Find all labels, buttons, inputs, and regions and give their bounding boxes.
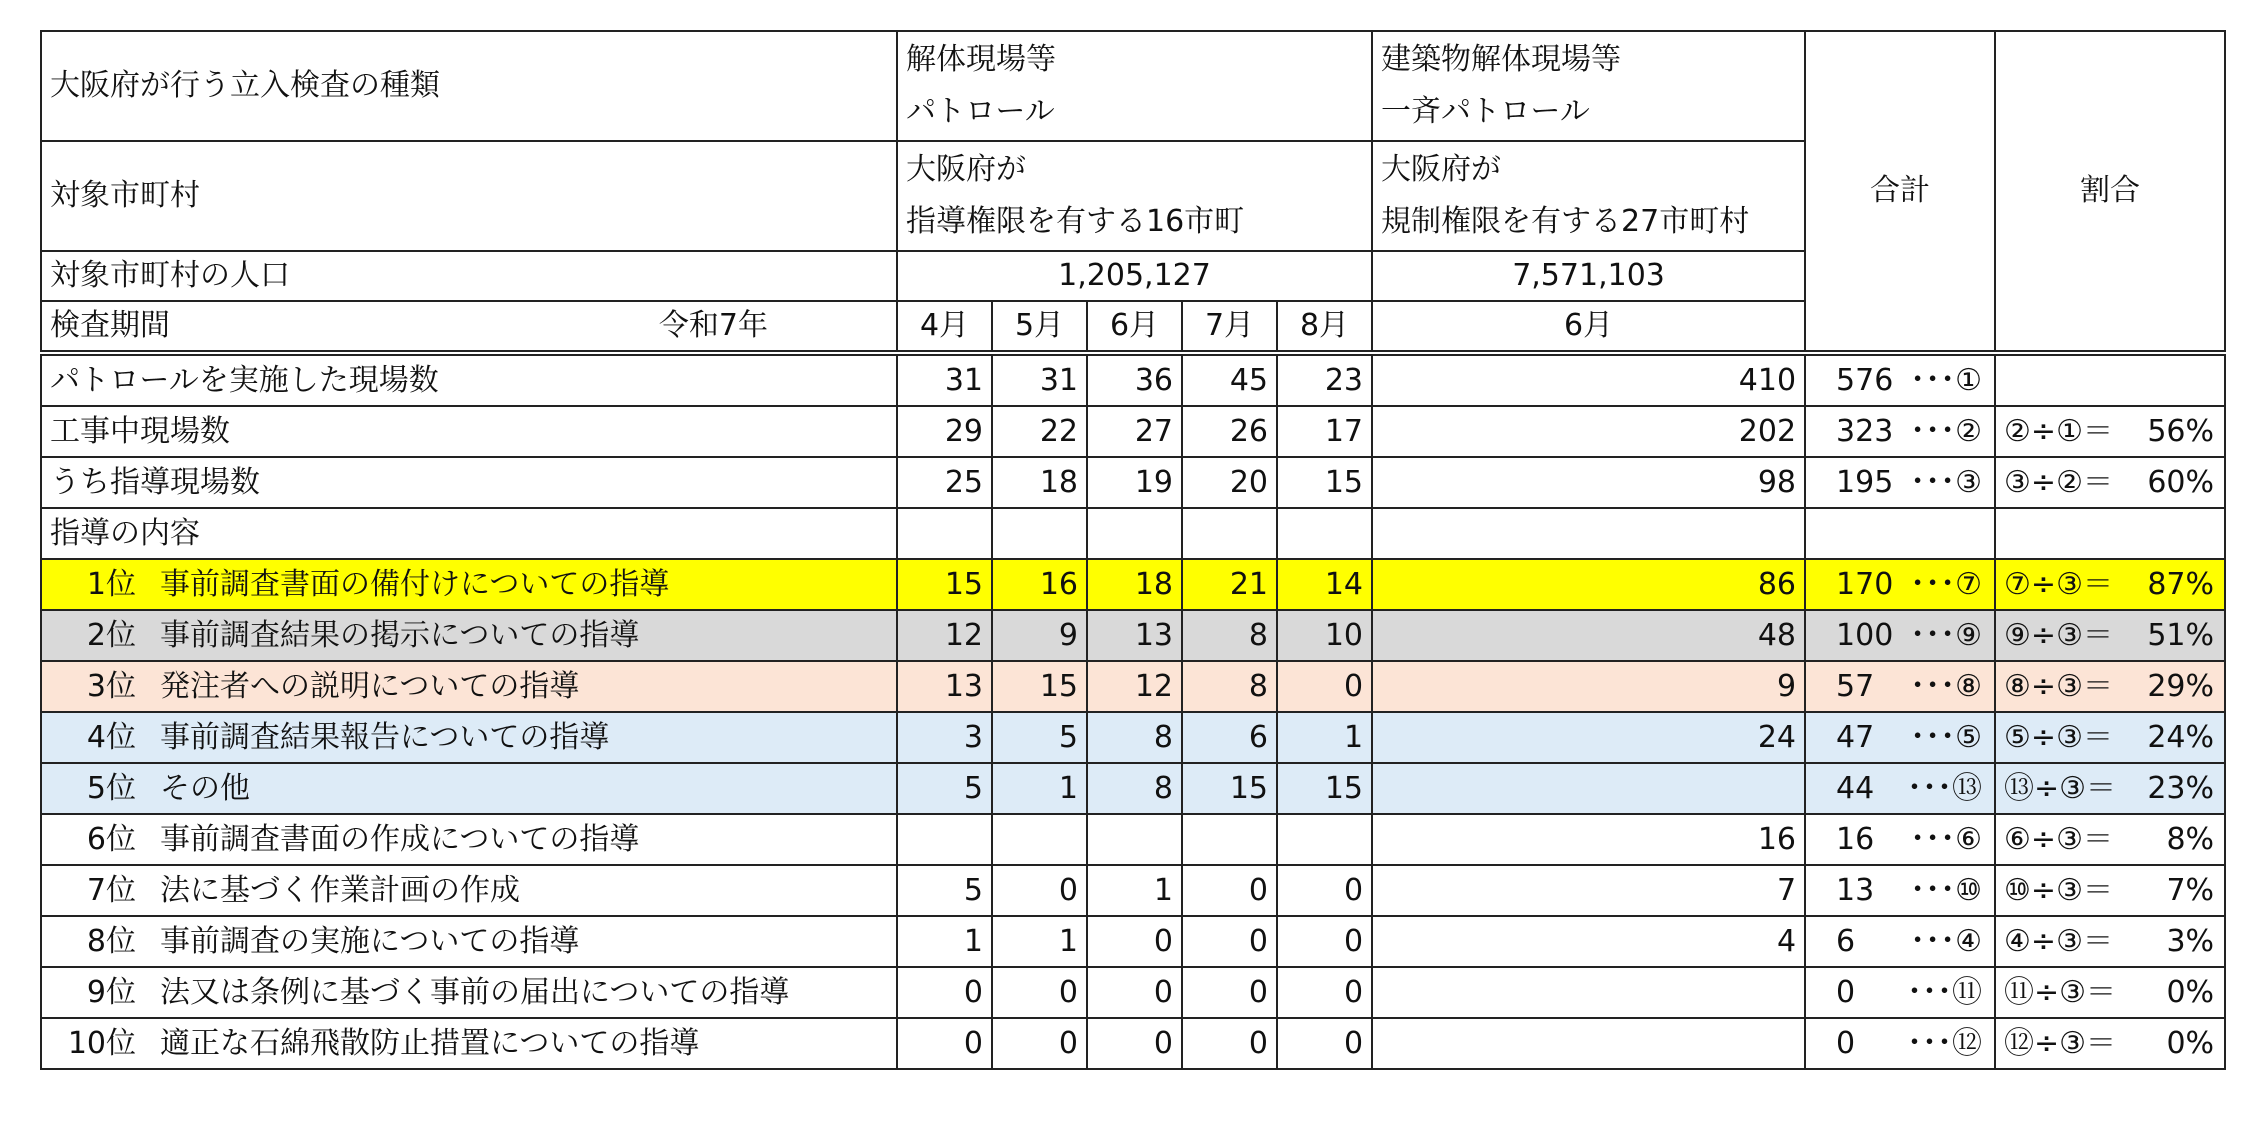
rank-wrap [50,617,888,655]
header-row-inspection-type [41,31,2225,141]
rank-wrap [50,668,888,706]
empty-cell [1372,508,1805,559]
month-value: 0 [992,967,1087,1018]
total-mark: ･･･⑧ [1910,668,1983,704]
total-mark: ･･･⑩ [1910,872,1983,908]
rank-wrap [50,974,888,1012]
ratio-wrap [2004,1025,2216,1063]
patrol-b-value: 16 [1372,814,1805,865]
row-label-cell [41,967,897,1018]
total-value: 6 [1836,923,1856,959]
month-value: 31 [897,353,992,406]
month-header: 5月 [992,301,1087,353]
table-row [41,353,2225,406]
ratio-value: 87% [2147,566,2215,602]
month-value: 0 [992,1018,1087,1069]
total-value: 47 [1836,719,1875,755]
total-wrap [1814,923,1986,961]
month-value: 8 [1182,661,1277,712]
total-value: 0 [1836,974,1856,1010]
month-value: 8 [1087,763,1182,814]
month-value: 0 [1087,916,1182,967]
row-label-cell: 工事中現場数 [41,406,897,457]
month-value: 8 [1182,610,1277,661]
ratio-wrap [2004,464,2216,502]
month-value: 0 [1182,967,1277,1018]
rank-label: 10位 [67,1025,136,1061]
table-row [41,916,2225,967]
ratio-value: 23% [2147,770,2215,806]
rank-label: 7位 [86,872,136,908]
ratio-cell [1995,559,2225,610]
ratio-value: 3% [2166,923,2215,959]
empty-cell [992,508,1087,559]
ratio-cell [1995,865,2225,916]
ratio-expr: ③÷②＝ [2004,464,2113,500]
ratio-value: 8% [2166,821,2215,857]
ratio-cell [1995,814,2225,865]
period-cell [41,301,897,353]
total-cell [1805,865,1995,916]
total-wrap [1814,1025,1986,1063]
row-label: 発注者への説明についての指導 [160,668,580,704]
patrol-b-value: 24 [1372,712,1805,763]
empty-cell [897,508,992,559]
total-value: 13 [1836,872,1875,908]
total-value: 57 [1836,668,1875,704]
table-row [41,457,2225,508]
month-value: 5 [992,712,1087,763]
patrol-b-value [1372,1018,1805,1069]
table-row [41,865,2225,916]
ratio-expr: ⑦÷③＝ [2004,566,2113,602]
ratio-cell [1995,967,2225,1018]
total-cell [1805,763,1995,814]
ratio-expr: ⑥÷③＝ [2004,821,2113,857]
ratio-value: 51% [2147,617,2215,653]
rank-label: 1位 [86,566,136,602]
ratio-cell [1995,712,2225,763]
month-value: 0 [1182,1018,1277,1069]
month-value [1277,814,1372,865]
total-value: 44 [1836,770,1875,806]
total-cell [1805,457,1995,508]
total-cell [1805,661,1995,712]
row-label: 事前調査書面の備付けについての指導 [160,566,670,602]
ratio-expr: ⑨÷③＝ [2004,617,2113,653]
inspection-type-label: 大阪府が行う立入検査の種類 [41,31,897,141]
ratio-wrap [2004,974,2216,1012]
total-cell [1805,353,1995,406]
total-value: 100 [1836,617,1894,653]
ratio-value: 29% [2147,668,2215,704]
total-wrap [1814,617,1986,655]
ratio-cell [1995,406,2225,457]
row-label-cell: うち指導現場数 [41,457,897,508]
target-a-line1: 大阪府が [906,152,1026,187]
rank-wrap [50,923,888,961]
month-value: 6 [1182,712,1277,763]
rank-label: 4位 [86,719,136,755]
month-value [1087,814,1182,865]
rank-label: 5位 [86,770,136,806]
ratio-wrap [2004,770,2216,808]
month-value: 3 [897,712,992,763]
row-label: 法に基づく作業計画の作成 [160,872,520,908]
total-cell [1805,406,1995,457]
row-label: 事前調査書面の作成についての指導 [160,821,640,857]
rank-label: 6位 [86,821,136,857]
month-value: 14 [1277,559,1372,610]
population-b: 7,571,103 [1372,251,1805,301]
total-wrap [1814,770,1986,808]
section-row [41,508,2225,559]
target-b-line2: 規制権限を有する27市町村 [1381,204,1750,239]
total-cell [1805,916,1995,967]
empty-cell [1995,508,2225,559]
total-cell [1805,814,1995,865]
month-value: 20 [1182,457,1277,508]
month-value: 23 [1277,353,1372,406]
total-wrap [1814,413,1986,451]
month-value: 19 [1087,457,1182,508]
total-cell [1805,559,1995,610]
ratio-cell [1995,457,2225,508]
inspection-results-table [40,30,2226,1070]
rank-wrap [50,1025,888,1063]
ratio-value: 7% [2166,872,2215,908]
patrol-b-value: 9 [1372,661,1805,712]
ratio-expr: ⑩÷③＝ [2004,872,2113,908]
total-wrap [1814,719,1986,757]
ratio-expr: ⑤÷③＝ [2004,719,2113,755]
month-value: 5 [897,763,992,814]
section-label: 指導の内容 [41,508,897,559]
patrol-a-line2: パトロール [906,94,1055,129]
total-mark: ･･･⑥ [1910,821,1983,857]
month-value: 0 [897,1018,992,1069]
row-label-cell [41,712,897,763]
ratio-wrap [2004,923,2216,961]
month-value: 15 [992,661,1087,712]
month-value: 15 [897,559,992,610]
ratio-value: 0% [2166,1025,2215,1061]
target-b [1372,141,1805,251]
month-value: 15 [1277,763,1372,814]
month-value: 16 [992,559,1087,610]
rank-wrap [50,719,888,757]
ratio-cell [1995,353,2225,406]
month-value: 18 [1087,559,1182,610]
target-b-line1: 大阪府が [1381,152,1502,187]
ratio-wrap [2004,872,2216,910]
total-mark: ･･･① [1910,362,1983,398]
row-label-cell [41,865,897,916]
month-value [897,814,992,865]
total-mark: ･･･⑨ [1910,617,1983,653]
month-value: 1 [992,763,1087,814]
month-value: 18 [992,457,1087,508]
total-mark: ･･･⑪ [1907,974,1983,1010]
ratio-wrap [2004,719,2216,757]
total-value: 323 [1836,413,1894,449]
table-row [41,406,2225,457]
target-a [897,141,1372,251]
ratio-expr: ②÷①＝ [2004,413,2113,449]
row-label: 法又は条例に基づく事前の届出についての指導 [160,974,790,1010]
month-value: 0 [1087,967,1182,1018]
total-wrap [1814,362,1986,400]
rank-wrap [50,872,888,910]
table-row [41,763,2225,814]
ratio-cell [1995,610,2225,661]
table-row [41,610,2225,661]
month-header: 6月 [1087,301,1182,353]
month-value: 1 [897,916,992,967]
month-value: 9 [992,610,1087,661]
patrol-b-line2: 一斉パトロール [1381,94,1590,129]
month-value: 1 [992,916,1087,967]
month-value: 26 [1182,406,1277,457]
total-mark: ･･･⑦ [1910,566,1983,602]
month-header: 8月 [1277,301,1372,353]
month-header: 4月 [897,301,992,353]
month-value: 12 [897,610,992,661]
total-wrap [1814,821,1986,859]
patrol-b-line1: 建築物解体現場等 [1381,42,1622,77]
ratio-value: 60% [2147,464,2215,500]
total-wrap [1814,872,1986,910]
row-label-cell [41,1018,897,1069]
row-label-cell: パトロールを実施した現場数 [41,353,897,406]
rank-label: 9位 [86,974,136,1010]
total-mark: ･･･② [1910,413,1983,449]
rank-label: 8位 [86,923,136,959]
ratio-expr: ⑪÷③＝ [2004,974,2117,1010]
table-row [41,559,2225,610]
total-wrap [1814,974,1986,1012]
population-a: 1,205,127 [897,251,1372,301]
month-header: 7月 [1182,301,1277,353]
month-value: 45 [1182,353,1277,406]
month-value: 29 [897,406,992,457]
patrol-b-value: 202 [1372,406,1805,457]
ratio-wrap [2004,617,2216,655]
ratio-cell [1995,1018,2225,1069]
patrol-b-value: 48 [1372,610,1805,661]
month-value [1182,814,1277,865]
month-value: 27 [1087,406,1182,457]
total-cell [1805,610,1995,661]
month-value: 22 [992,406,1087,457]
total-mark: ･･･③ [1910,464,1983,500]
ratio-cell [1995,661,2225,712]
row-label: その他 [160,770,250,806]
target-label: 対象市町村 [41,141,897,251]
ratio-expr: ④÷③＝ [2004,923,2113,959]
ratio-header: 割合 [1995,31,2225,353]
total-cell [1805,712,1995,763]
period-label: 検査期間 [50,308,170,344]
month-value: 0 [1277,1018,1372,1069]
ratio-value: 0% [2166,974,2215,1010]
month-value: 1 [1277,712,1372,763]
rank-label: 2位 [86,617,136,653]
empty-cell [1805,508,1995,559]
ratio-cell [1995,763,2225,814]
total-mark: ･･･④ [1910,923,1983,959]
ratio-cell [1995,916,2225,967]
month-value: 15 [1277,457,1372,508]
ratio-expr: ⑫÷③＝ [2004,1025,2117,1061]
table-row [41,712,2225,763]
ratio-expr: ⑧÷③＝ [2004,668,2113,704]
row-label-cell [41,610,897,661]
total-wrap [1814,464,1986,502]
month-value: 31 [992,353,1087,406]
table-row [41,967,2225,1018]
month-value: 1 [1087,865,1182,916]
patrol-b-value [1372,967,1805,1018]
month-value: 0 [992,865,1087,916]
total-header: 合計 [1805,31,1995,353]
ratio-expr: ⑬÷③＝ [2004,770,2117,806]
patrol-b-header [1372,31,1805,141]
empty-cell [1087,508,1182,559]
total-mark: ･･･⑬ [1907,770,1983,806]
month-value: 8 [1087,712,1182,763]
month-value: 0 [1277,916,1372,967]
row-label-cell [41,814,897,865]
table-row [41,1018,2225,1069]
patrol-b-value: 4 [1372,916,1805,967]
patrol-b-value [1372,763,1805,814]
patrol-b-value: 86 [1372,559,1805,610]
empty-cell [1277,508,1372,559]
month-value: 13 [897,661,992,712]
month-value: 13 [1087,610,1182,661]
total-mark: ･･･⑤ [1910,719,1983,755]
patrol-a-header [897,31,1372,141]
total-wrap [1814,668,1986,706]
month-value: 0 [897,967,992,1018]
population-label: 対象市町村の人口 [41,251,897,301]
row-label: 適正な石綿飛散防止措置についての指導 [160,1025,700,1061]
total-value: 170 [1836,566,1894,602]
row-label-cell [41,661,897,712]
patrol-a-line1: 解体現場等 [906,42,1056,77]
empty-cell [1182,508,1277,559]
rank-wrap [50,566,888,604]
target-a-line2: 指導権限を有する16市町 [906,204,1245,239]
rank-label: 3位 [86,668,136,704]
ratio-wrap [2004,821,2216,859]
ratio-value: 24% [2147,719,2215,755]
row-label-cell [41,916,897,967]
row-label: 事前調査結果の掲示についての指導 [160,617,640,653]
total-value: 195 [1836,464,1894,500]
table-row [41,814,2225,865]
month-value: 25 [897,457,992,508]
month-value: 0 [1277,661,1372,712]
total-value: 0 [1836,1025,1856,1061]
month-b-header: 6月 [1372,301,1805,353]
ratio-wrap [2004,566,2216,604]
ratio-wrap [2004,413,2216,451]
total-value: 576 [1836,362,1894,398]
month-value: 5 [897,865,992,916]
table-row [41,661,2225,712]
month-value: 12 [1087,661,1182,712]
total-wrap [1814,566,1986,604]
patrol-b-value: 98 [1372,457,1805,508]
rank-wrap [50,770,888,808]
month-value: 36 [1087,353,1182,406]
month-value: 0 [1182,916,1277,967]
patrol-b-value: 410 [1372,353,1805,406]
patrol-b-value: 7 [1372,865,1805,916]
month-value: 21 [1182,559,1277,610]
rank-wrap [50,821,888,859]
total-mark: ･･･⑫ [1907,1025,1983,1061]
month-value: 0 [1277,967,1372,1018]
era-label: 令和7年 [658,308,768,344]
row-label-cell [41,763,897,814]
ratio-wrap [2004,668,2216,706]
ratio-value: 56% [2147,413,2215,449]
total-value: 16 [1836,821,1875,857]
month-value: 0 [1277,865,1372,916]
row-label: 事前調査の実施についての指導 [160,923,580,959]
month-value [992,814,1087,865]
total-cell [1805,1018,1995,1069]
month-value: 10 [1277,610,1372,661]
row-label-cell [41,559,897,610]
row-label: 事前調査結果報告についての指導 [160,719,610,755]
month-value: 0 [1087,1018,1182,1069]
month-value: 17 [1277,406,1372,457]
month-value: 0 [1182,865,1277,916]
month-value: 15 [1182,763,1277,814]
total-cell [1805,967,1995,1018]
